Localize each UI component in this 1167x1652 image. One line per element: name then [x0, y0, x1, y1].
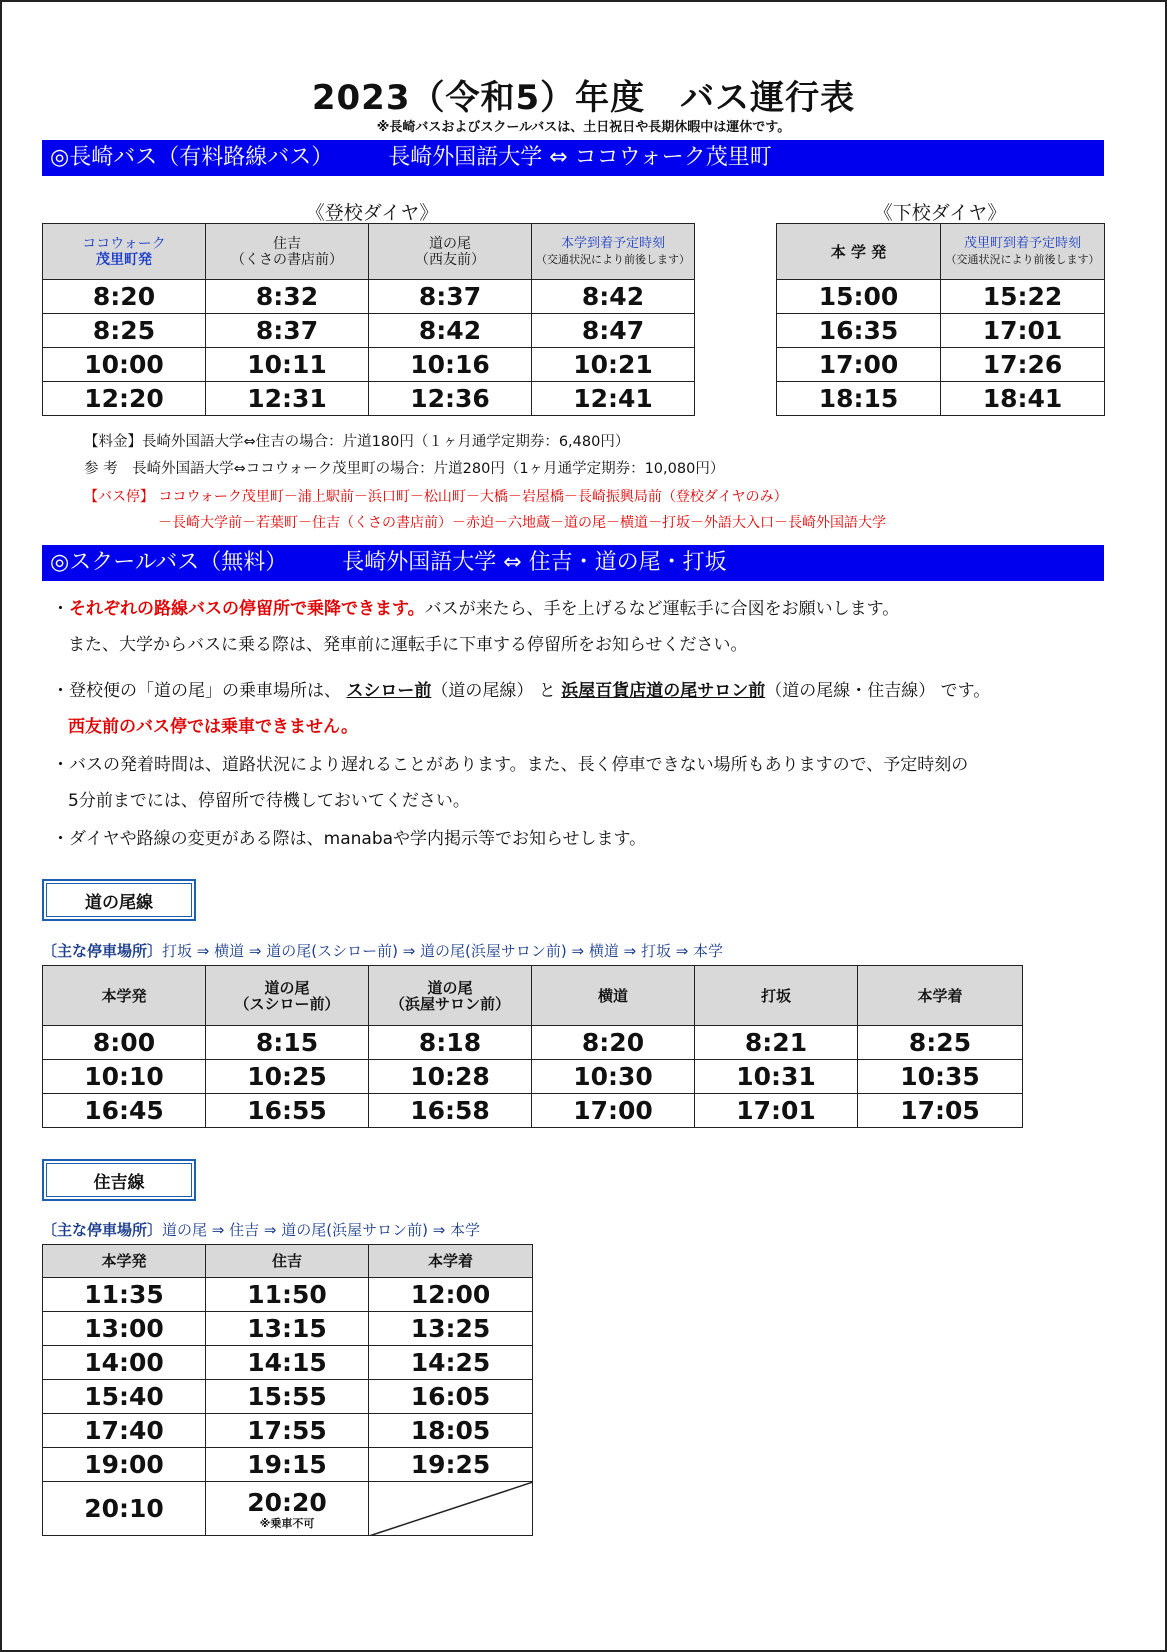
michinoo-stops: 〔主な停車場所〕打坂 ⇒ 横道 ⇒ 道の尾(スシロー前) ⇒ 道の尾(浜屋サロン前) ⇒ 横道 ⇒ 打坂 ⇒ 本学	[42, 942, 724, 960]
table-header: 茂里町到着予定時刻 （交通状況により前後します）	[941, 224, 1105, 280]
notice-4: ・ダイヤや路線の変更がある際は、manabaや学内掲示等でお知らせします。	[52, 829, 647, 849]
table-header: 本学着	[369, 1245, 533, 1278]
sumiyoshi-line-label: 住吉線	[46, 1163, 192, 1197]
table-row: 16:45 16:55 16:58 17:00 17:01 17:05	[43, 1094, 1023, 1128]
table-row: 17:00 17:26	[777, 348, 1105, 382]
table-header: 打坂	[695, 966, 858, 1026]
table-row: 16:35 17:01	[777, 314, 1105, 348]
table-header: 本学発	[43, 1245, 206, 1278]
table-row: 15:00 15:22	[777, 280, 1105, 314]
table-header: 道の尾 （スシロー前）	[206, 966, 369, 1026]
nagasaki-bus-route: 長崎外国語大学 ⇔ ココウォーク茂里町	[388, 145, 772, 170]
empty-diagonal-cell	[369, 1482, 533, 1536]
table-header: 本 学 発	[777, 224, 941, 280]
school-bus-header	[42, 545, 1104, 581]
to-school-table	[42, 223, 695, 416]
from-school-caption: 《下校ダイヤ》	[873, 202, 1007, 224]
table-row: 13:00 13:15 13:25	[43, 1312, 533, 1346]
table-row: 17:40 17:55 18:05	[43, 1414, 533, 1448]
table-row: 14:00 14:15 14:25	[43, 1346, 533, 1380]
fare-line: 【料金】長崎外国語大学⇔住吉の場合：片道180円（１ヶ月通学定期券：6,480円）	[84, 434, 630, 450]
michinoo-line-label-box	[42, 879, 196, 921]
to-school-caption: 《登校ダイヤ》	[305, 202, 439, 224]
table-row: 8:00 8:15 8:18 8:20 8:21 8:25	[43, 1026, 1023, 1060]
table-header: 住吉	[206, 1245, 369, 1278]
diagonal-line	[369, 1482, 533, 1536]
table-row: 18:15 18:41	[777, 382, 1105, 416]
nagasaki-bus-header	[42, 140, 1104, 176]
table-row: 11:35 11:50 12:00	[43, 1278, 533, 1312]
notice-1-cont: また、大学からバスに乗る際は、発車前に運転手に下車する停留所をお知らせください。	[68, 635, 748, 655]
bus-stops-line-1: 【バス停】 ココウォーク茂里町－浦上駅前－浜口町－松山町－大橋－岩屋橋－長崎振興局前（登校ダイヤのみ）	[84, 489, 788, 505]
table-row: 8:25 8:37 8:42 8:47	[43, 314, 695, 348]
michinoo-table	[42, 965, 1023, 1128]
notice-2: ・登校便の「道の尾」の乗車場所は、 スシロー前（道の尾線） と 浜屋百貨店道の尾サロン前（道の尾線・住吉線） です。	[52, 681, 991, 701]
table-header: 道の尾 （浜屋サロン前）	[369, 966, 532, 1026]
reference-line: 参 考 長崎外国語大学⇔ココウォーク茂里町の場合：片道280円（1ヶ月通学定期券：10,080円）	[84, 461, 725, 477]
table-header: 本学着	[858, 966, 1023, 1026]
table-header: 本学到着予定時刻 （交通状況により前後します）	[532, 224, 695, 280]
no-boarding-cell: 20:20 ※乗車不可	[206, 1482, 369, 1536]
michinoo-line-label: 道の尾線	[46, 883, 192, 917]
holiday-note: ※長崎バスおよびスクールバスは、土日祝日や長期休暇中は運休です。	[376, 120, 791, 135]
school-bus-title: ◎スクールバス（無料）	[50, 550, 288, 575]
table-row: 20:10 20:20 ※乗車不可	[43, 1482, 533, 1536]
page-title: 2023（令和5）年度 バス運行表	[311, 78, 856, 118]
nagasaki-bus-title: ◎長崎バス（有料路線バス）	[50, 145, 334, 170]
table-header: 住吉 （くさの書店前）	[206, 224, 369, 280]
table-row: 19:00 19:15 19:25	[43, 1448, 533, 1482]
table-row: 15:40 15:55 16:05	[43, 1380, 533, 1414]
sumiyoshi-table	[42, 1244, 533, 1536]
table-header: 本学発	[43, 966, 206, 1026]
sumiyoshi-line-label-box	[42, 1159, 196, 1201]
notice-2-warning: 西友前のバス停では乗車できません。	[68, 717, 359, 737]
table-header: 道の尾 （西友前）	[369, 224, 532, 280]
from-school-table	[776, 223, 1105, 416]
sumiyoshi-stops: 〔主な停車場所〕道の尾 ⇒ 住吉 ⇒ 道の尾(浜屋サロン前) ⇒ 本学	[42, 1221, 481, 1239]
notice-3-cont: 5分前までには、停留所で待機しておいてください。	[68, 791, 470, 811]
table-header: ココウォーク 茂里町発	[43, 224, 206, 280]
table-header: 横道	[532, 966, 695, 1026]
table-row: 10:10 10:25 10:28 10:30 10:31 10:35	[43, 1060, 1023, 1094]
bus-stops-line-2: －長崎大学前－若葉町－住吉（くさの書店前）－赤迫－六地蔵－道の尾－横道－打坂－外語大入口－長崎外国語大学	[158, 515, 886, 531]
school-bus-route: 長崎外国語大学 ⇔ 住吉・道の尾・打坂	[342, 550, 727, 575]
table-row: 12:20 12:31 12:36 12:41	[43, 382, 695, 416]
table-row: 10:00 10:11 10:16 10:21	[43, 348, 695, 382]
table-row: 8:20 8:32 8:37 8:42	[43, 280, 695, 314]
notice-1: ・それぞれの路線バスの停留所で乗降できます。バスが来たら、手を上げるなど運転手に合図をお願いします。	[52, 599, 900, 619]
notice-3: ・バスの発着時間は、道路状況により遅れることがあります。また、長く停車できない場所もありますので、予定時刻の	[52, 755, 969, 775]
